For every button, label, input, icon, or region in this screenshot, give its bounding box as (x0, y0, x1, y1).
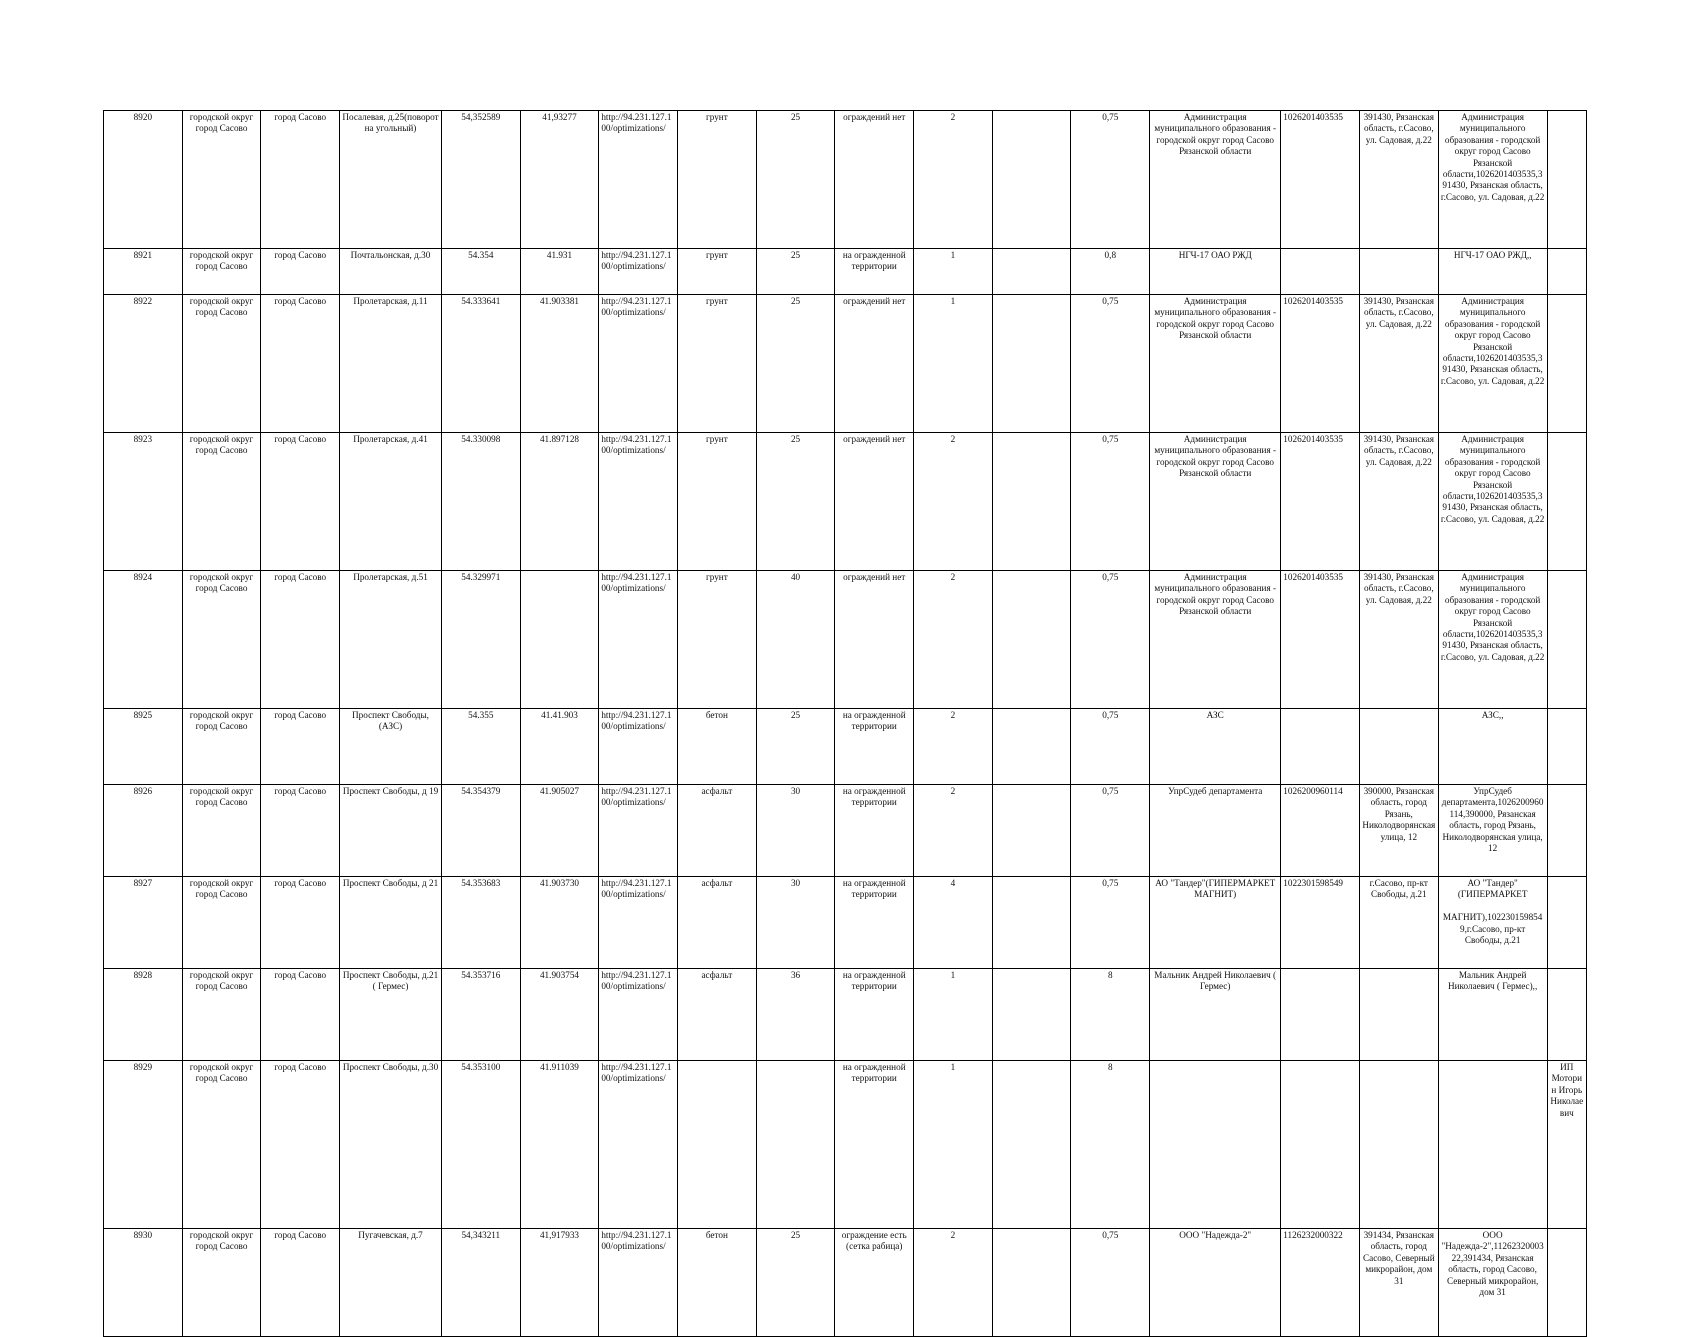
table-row (104, 709, 1587, 785)
map-link-cell[interactable]: http://94.231.127.100/optimizations/ (599, 433, 678, 571)
longitude-cell: 41.903754 (520, 969, 599, 1061)
inn-cell (1281, 709, 1360, 785)
district-cell: городской округ город Сасово (182, 433, 261, 571)
owner-cell (1150, 1061, 1281, 1229)
city-cell: город Сасово (261, 1061, 340, 1229)
extra-cell (992, 1229, 1071, 1337)
latitude-cell: 54,352589 (441, 111, 520, 249)
address-cell: Проспект Свободы, (АЗС) (340, 709, 442, 785)
owner-cell: АО "Тандер"(ГИПЕРМАРКЕТ МАГНИТ) (1150, 877, 1281, 969)
surface-cell (678, 1061, 757, 1229)
surface-cell: асфальт (678, 877, 757, 969)
map-link-cell[interactable]: http://94.231.127.100/optimizations/ (599, 295, 678, 433)
longitude-cell: 41.903730 (520, 877, 599, 969)
table-row (104, 877, 1587, 969)
volume-cell: 8 (1071, 1061, 1150, 1229)
row-id-cell: 8927 (104, 877, 183, 969)
extra-cell (992, 877, 1071, 969)
latitude-cell: 54.354 (441, 249, 520, 295)
inn-cell: 1026201403535 (1281, 295, 1360, 433)
area-cell: 25 (756, 249, 835, 295)
table-row (104, 111, 1587, 249)
inn-cell (1281, 249, 1360, 295)
volume-cell: 0,8 (1071, 249, 1150, 295)
volume-cell: 0,75 (1071, 111, 1150, 249)
address-cell: Пролетарская, д.11 (340, 295, 442, 433)
surface-cell: бетон (678, 709, 757, 785)
city-cell: город Сасово (261, 111, 340, 249)
owner-address-cell: 391430, Рязанская область, г.Сасово, ул. Садовая, д.22 (1359, 571, 1438, 709)
city-cell: город Сасово (261, 969, 340, 1061)
owner-address-cell (1359, 709, 1438, 785)
map-link-cell[interactable]: http://94.231.127.100/optimizations/ (599, 249, 678, 295)
owner-address-cell (1359, 1061, 1438, 1229)
containers-cell: 2 (914, 571, 993, 709)
owner-address-cell: 390000, Рязанская область, город Рязань, Николодворянская улица, 12 (1359, 785, 1438, 877)
fence-cell: на огражденной территории (835, 249, 914, 295)
extra-cell (992, 571, 1071, 709)
containers-cell: 1 (914, 249, 993, 295)
city-cell: город Сасово (261, 433, 340, 571)
note-cell (1547, 111, 1586, 249)
area-cell: 30 (756, 877, 835, 969)
district-cell: городской округ город Сасово (182, 111, 261, 249)
fence-cell: ограждений нет (835, 571, 914, 709)
city-cell: город Сасово (261, 295, 340, 433)
city-cell: город Сасово (261, 1229, 340, 1337)
aggregated-info-cell: Администрация муниципального образования - городской округ город Сасово Рязанской области,1026201403535,391430, Рязанская область, г.Сасово, ул. Садовая, д.22 (1438, 111, 1547, 249)
longitude-cell: 41,917933 (520, 1229, 599, 1337)
inn-cell: 1026201403535 (1281, 433, 1360, 571)
row-id-cell: 8920 (104, 111, 183, 249)
fence-cell: ограждений нет (835, 111, 914, 249)
table-row (104, 433, 1587, 571)
containers-cell: 2 (914, 709, 993, 785)
latitude-cell: 54.353683 (441, 877, 520, 969)
area-cell: 30 (756, 785, 835, 877)
volume-cell: 0,75 (1071, 571, 1150, 709)
map-link-cell[interactable]: http://94.231.127.100/optimizations/ (599, 877, 678, 969)
aggregated-info-cell: Администрация муниципального образования - городской округ город Сасово Рязанской области,1026201403535,391430, Рязанская область, г.Сасово, ул. Садовая, д.22 (1438, 433, 1547, 571)
address-cell: Проспект Свободы, д 19 (340, 785, 442, 877)
table-row (104, 1229, 1587, 1337)
extra-cell (992, 969, 1071, 1061)
aggregated-info-cell: АО "Тандер"(ГИПЕРМАРКЕТ МАГНИТ),1022301598549,г.Сасово, пр-кт Свободы, д.21 (1438, 877, 1547, 969)
address-cell: Почтальонская, д.30 (340, 249, 442, 295)
surface-cell: грунт (678, 249, 757, 295)
surface-cell: асфальт (678, 969, 757, 1061)
aggregated-info-cell: УпрСудеб департамента,1026200960114,390000, Рязанская область, город Рязань, Николодворянская улица, 12 (1438, 785, 1547, 877)
map-link-cell[interactable]: http://94.231.127.100/optimizations/ (599, 709, 678, 785)
map-link-cell[interactable]: http://94.231.127.100/optimizations/ (599, 969, 678, 1061)
aggregated-info-cell (1438, 1061, 1547, 1229)
note-cell (1547, 709, 1586, 785)
containers-cell: 4 (914, 877, 993, 969)
area-cell: 36 (756, 969, 835, 1061)
row-id-cell: 8929 (104, 1061, 183, 1229)
district-cell: городской округ город Сасово (182, 295, 261, 433)
note-cell (1547, 295, 1586, 433)
volume-cell: 0,75 (1071, 1229, 1150, 1337)
note-cell (1547, 785, 1586, 877)
registry-table (103, 110, 1587, 1337)
address-cell: Пролетарская, д.41 (340, 433, 442, 571)
aggregated-info-cell: ООО "Надежда-2",1126232000322,391434, Рязанская область, город Сасово, Северный микрорайон, дом 31 (1438, 1229, 1547, 1337)
latitude-cell: 54.329971 (441, 571, 520, 709)
owner-cell: Администрация муниципального образования - городской округ город Сасово Рязанской области (1150, 571, 1281, 709)
note-cell (1547, 433, 1586, 571)
containers-cell: 2 (914, 785, 993, 877)
fence-cell: на огражденной территории (835, 969, 914, 1061)
district-cell: городской округ город Сасово (182, 571, 261, 709)
inn-cell: 1126232000322 (1281, 1229, 1360, 1337)
owner-cell: Администрация муниципального образования - городской округ город Сасово Рязанской области (1150, 295, 1281, 433)
latitude-cell: 54.353716 (441, 969, 520, 1061)
latitude-cell: 54.354379 (441, 785, 520, 877)
note-cell: ИП Моторин Игорь Николаевич (1547, 1061, 1586, 1229)
district-cell: городской округ город Сасово (182, 877, 261, 969)
district-cell: городской округ город Сасово (182, 249, 261, 295)
latitude-cell: 54.353100 (441, 1061, 520, 1229)
inn-cell (1281, 969, 1360, 1061)
address-cell: Посалевая, д.25(поворот на угольный) (340, 111, 442, 249)
aggregated-info-cell: АЗС,, (1438, 709, 1547, 785)
aggregated-info-cell: Администрация муниципального образования - городской округ город Сасово Рязанской области,1026201403535,391430, Рязанская область, г.Сасово, ул. Садовая, д.22 (1438, 295, 1547, 433)
table-row (104, 785, 1587, 877)
containers-cell: 1 (914, 969, 993, 1061)
fence-cell: на огражденной территории (835, 709, 914, 785)
owner-cell: АЗС (1150, 709, 1281, 785)
note-cell (1547, 249, 1586, 295)
owner-address-cell: 391430, Рязанская область, г.Сасово, ул. Садовая, д.22 (1359, 295, 1438, 433)
district-cell: городской округ город Сасово (182, 709, 261, 785)
volume-cell: 0,75 (1071, 785, 1150, 877)
containers-cell: 2 (914, 111, 993, 249)
fence-cell: ограждений нет (835, 295, 914, 433)
table-row (104, 1061, 1587, 1229)
map-link-cell[interactable]: http://94.231.127.100/optimizations/ (599, 785, 678, 877)
city-cell: город Сасово (261, 571, 340, 709)
fence-cell: ограждений нет (835, 433, 914, 571)
owner-address-cell (1359, 969, 1438, 1061)
note-cell (1547, 877, 1586, 969)
note-cell (1547, 1229, 1586, 1337)
owner-address-cell: г.Сасово, пр-кт Свободы, д.21 (1359, 877, 1438, 969)
fence-cell: ограждение есть (сетка рабица) (835, 1229, 914, 1337)
owner-cell: НГЧ-17 ОАО РЖД (1150, 249, 1281, 295)
city-cell: город Сасово (261, 709, 340, 785)
map-link-cell[interactable]: http://94.231.127.100/optimizations/ (599, 571, 678, 709)
owner-cell: УпрСудеб департамента (1150, 785, 1281, 877)
owner-cell: Администрация муниципального образования - городской округ город Сасово Рязанской области (1150, 433, 1281, 571)
note-cell (1547, 571, 1586, 709)
row-id-cell: 8923 (104, 433, 183, 571)
longitude-cell: 41.931 (520, 249, 599, 295)
aggregated-info-cell: Мальник Андрей Николаевич ( Гермес),, (1438, 969, 1547, 1061)
address-cell: Проспект Свободы, д.21 ( Гермес) (340, 969, 442, 1061)
volume-cell: 8 (1071, 969, 1150, 1061)
aggregated-info-cell: НГЧ-17 ОАО РЖД,, (1438, 249, 1547, 295)
extra-cell (992, 249, 1071, 295)
table-row (104, 571, 1587, 709)
inn-cell: 1022301598549 (1281, 877, 1360, 969)
address-cell: Проспект Свободы, д 21 (340, 877, 442, 969)
extra-cell (992, 111, 1071, 249)
row-id-cell: 8924 (104, 571, 183, 709)
surface-cell: грунт (678, 571, 757, 709)
map-link-cell[interactable]: http://94.231.127.100/optimizations/ (599, 111, 678, 249)
extra-cell (992, 709, 1071, 785)
map-link-cell[interactable]: http://94.231.127.100/optimizations/ (599, 1061, 678, 1229)
volume-cell: 0,75 (1071, 709, 1150, 785)
longitude-cell: 41.41.903 (520, 709, 599, 785)
district-cell: городской округ город Сасово (182, 1229, 261, 1337)
surface-cell: грунт (678, 295, 757, 433)
owner-address-cell (1359, 249, 1438, 295)
extra-cell (992, 1061, 1071, 1229)
city-cell: город Сасово (261, 249, 340, 295)
address-cell: Пролетарская, д.51 (340, 571, 442, 709)
row-id-cell: 8928 (104, 969, 183, 1061)
inn-cell: 1026201403535 (1281, 111, 1360, 249)
city-cell: город Сасово (261, 877, 340, 969)
surface-cell: асфальт (678, 785, 757, 877)
owner-address-cell: 391430, Рязанская область, г.Сасово, ул. Садовая, д.22 (1359, 433, 1438, 571)
surface-cell: бетон (678, 1229, 757, 1337)
table-row (104, 295, 1587, 433)
fence-cell: на огражденной территории (835, 1061, 914, 1229)
containers-cell: 1 (914, 1061, 993, 1229)
extra-cell (992, 433, 1071, 571)
containers-cell: 2 (914, 433, 993, 571)
extra-cell (992, 785, 1071, 877)
area-cell: 25 (756, 111, 835, 249)
owner-cell: ООО "Надежда-2" (1150, 1229, 1281, 1337)
table-row (104, 249, 1587, 295)
district-cell: городской округ город Сасово (182, 1061, 261, 1229)
latitude-cell: 54,343211 (441, 1229, 520, 1337)
owner-address-cell: 391430, Рязанская область, г.Сасово, ул. Садовая, д.22 (1359, 111, 1438, 249)
aggregated-info-cell: Администрация муниципального образования - городской округ город Сасово Рязанской области,1026201403535,391430, Рязанская область, г.Сасово, ул. Садовая, д.22 (1438, 571, 1547, 709)
owner-cell: Администрация муниципального образования - городской округ город Сасово Рязанской области (1150, 111, 1281, 249)
city-cell: город Сасово (261, 785, 340, 877)
latitude-cell: 54.333641 (441, 295, 520, 433)
volume-cell: 0,75 (1071, 433, 1150, 571)
row-id-cell: 8925 (104, 709, 183, 785)
inn-cell (1281, 1061, 1360, 1229)
area-cell: 25 (756, 433, 835, 571)
containers-cell: 2 (914, 1229, 993, 1337)
latitude-cell: 54.330098 (441, 433, 520, 571)
district-cell: городской округ город Сасово (182, 785, 261, 877)
inn-cell: 1026200960114 (1281, 785, 1360, 877)
address-cell: Проспект Свободы, д.30 (340, 1061, 442, 1229)
volume-cell: 0,75 (1071, 877, 1150, 969)
area-cell: 25 (756, 709, 835, 785)
area-cell: 40 (756, 571, 835, 709)
longitude-cell: 41.905027 (520, 785, 599, 877)
longitude-cell: 41.897128 (520, 433, 599, 571)
surface-cell: грунт (678, 111, 757, 249)
owner-cell: Мальник Андрей Николаевич ( Гермес) (1150, 969, 1281, 1061)
longitude-cell (520, 571, 599, 709)
note-cell (1547, 969, 1586, 1061)
fence-cell: на огражденной территории (835, 877, 914, 969)
containers-cell: 1 (914, 295, 993, 433)
longitude-cell: 41.911039 (520, 1061, 599, 1229)
longitude-cell: 41.903381 (520, 295, 599, 433)
row-id-cell: 8930 (104, 1229, 183, 1337)
longitude-cell: 41,93277 (520, 111, 599, 249)
area-cell: 25 (756, 295, 835, 433)
map-link-cell[interactable]: http://94.231.127.100/optimizations/ (599, 1229, 678, 1337)
volume-cell: 0,75 (1071, 295, 1150, 433)
area-cell (756, 1061, 835, 1229)
table-row (104, 969, 1587, 1061)
fence-cell: на огражденной территории (835, 785, 914, 877)
owner-address-cell: 391434, Рязанская область, город Сасово, Северный микрорайон, дом 31 (1359, 1229, 1438, 1337)
district-cell: городской округ город Сасово (182, 969, 261, 1061)
inn-cell: 1026201403535 (1281, 571, 1360, 709)
row-id-cell: 8921 (104, 249, 183, 295)
address-cell: Пугачевская, д.7 (340, 1229, 442, 1337)
area-cell: 25 (756, 1229, 835, 1337)
extra-cell (992, 295, 1071, 433)
row-id-cell: 8926 (104, 785, 183, 877)
latitude-cell: 54.355 (441, 709, 520, 785)
row-id-cell: 8922 (104, 295, 183, 433)
surface-cell: грунт (678, 433, 757, 571)
